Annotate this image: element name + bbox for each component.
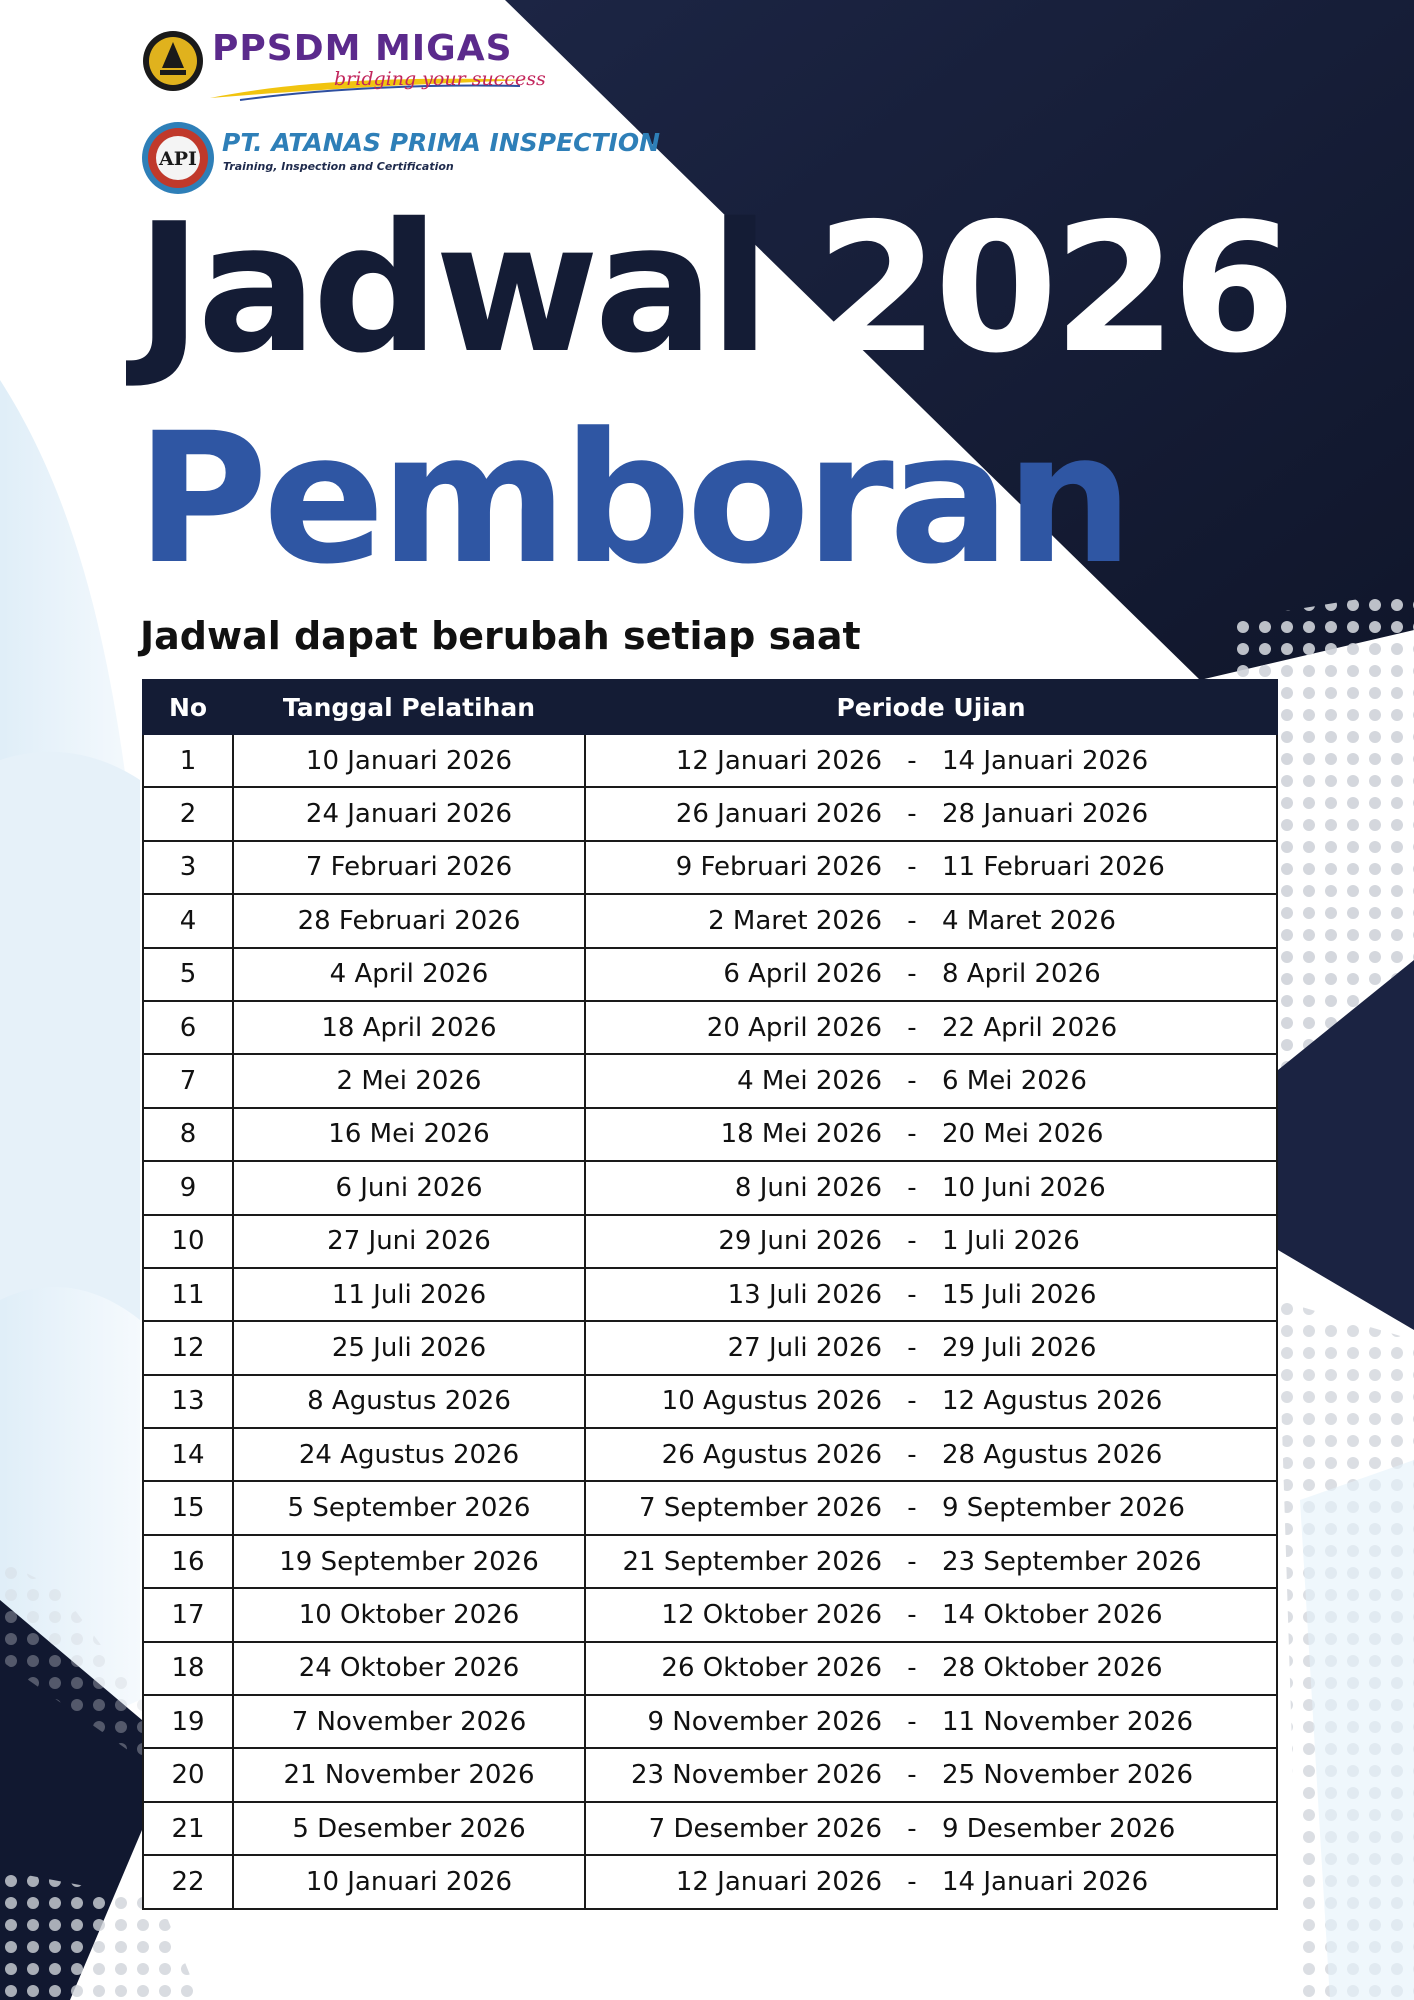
cell-periode-ujian (585, 1161, 1277, 1214)
table-row (143, 1108, 1277, 1161)
cell-periode-ujian (585, 894, 1277, 947)
table-header-row (143, 680, 1277, 734)
periode-separator: - (907, 745, 917, 776)
periode-end: 6 Mei 2026 (942, 1066, 1087, 1097)
api-company-name: PT. ATANAS PRIMA INSPECTION (222, 128, 661, 157)
table-row (143, 787, 1277, 840)
cell-tanggal-pelatihan: 6 Juni 2026 (233, 1161, 585, 1214)
ppsdm-tagline: bridging your success (334, 68, 546, 90)
api-badge-text: API (159, 148, 197, 170)
periode-start: 13 Juli 2026 (727, 1279, 882, 1310)
title-word-year: 2026 (815, 185, 1291, 392)
table-row (143, 1588, 1277, 1641)
periode-end: 10 Juni 2026 (942, 1172, 1106, 1203)
periode-end: 12 Agustus 2026 (942, 1386, 1163, 1417)
periode-separator: - (907, 799, 917, 830)
periode-end: 14 Januari 2026 (942, 1866, 1149, 1897)
cell-tanggal-pelatihan: 10 Oktober 2026 (233, 1588, 585, 1641)
cell-tanggal-pelatihan: 8 Agustus 2026 (233, 1375, 585, 1428)
cell-tanggal-pelatihan: 10 Januari 2026 (233, 1855, 585, 1908)
cell-no: 14 (143, 1428, 233, 1481)
periode-separator: - (907, 1066, 917, 1097)
periode-end: 8 April 2026 (942, 959, 1101, 990)
cell-periode-ujian (585, 948, 1277, 1001)
cell-periode-ujian (585, 1215, 1277, 1268)
periode-start: 29 Juni 2026 (718, 1226, 882, 1257)
cell-periode-ujian (585, 1428, 1277, 1481)
table-row (143, 1802, 1277, 1855)
table-row (143, 841, 1277, 894)
cell-periode-ujian (585, 1108, 1277, 1161)
cell-no: 21 (143, 1802, 233, 1855)
cell-no: 22 (143, 1855, 233, 1908)
periode-end: 28 Agustus 2026 (942, 1439, 1163, 1470)
cell-no: 9 (143, 1161, 233, 1214)
table-row (143, 1695, 1277, 1748)
table-row (143, 1855, 1277, 1908)
cell-tanggal-pelatihan: 24 Agustus 2026 (233, 1428, 585, 1481)
periode-end: 23 September 2026 (942, 1546, 1202, 1577)
periode-end: 11 November 2026 (942, 1706, 1194, 1737)
table-row (143, 1428, 1277, 1481)
schedule-note: Jadwal dapat berubah setiap saat (140, 614, 861, 658)
table-row (143, 734, 1277, 787)
periode-separator: - (907, 1172, 917, 1203)
periode-separator: - (907, 1119, 917, 1150)
table-row (143, 1748, 1277, 1801)
cell-tanggal-pelatihan: 10 Januari 2026 (233, 734, 585, 787)
periode-separator: - (907, 1760, 917, 1791)
periode-start: 12 Januari 2026 (675, 745, 882, 776)
periode-separator: - (907, 905, 917, 936)
periode-separator: - (907, 1012, 917, 1043)
cell-periode-ujian (585, 1481, 1277, 1534)
cell-periode-ujian (585, 1855, 1277, 1908)
periode-start: 26 Agustus 2026 (661, 1439, 882, 1470)
ppsdm-emblem-icon (140, 28, 206, 94)
cell-tanggal-pelatihan: 4 April 2026 (233, 948, 585, 1001)
cell-periode-ujian (585, 1642, 1277, 1695)
cell-no: 16 (143, 1535, 233, 1588)
periode-start: 26 Oktober 2026 (661, 1653, 882, 1684)
cell-no: 20 (143, 1748, 233, 1801)
table-row (143, 1268, 1277, 1321)
schedule-table (142, 679, 1278, 1910)
ppsdm-name: PPSDM MIGAS (212, 28, 513, 69)
periode-start: 26 Januari 2026 (675, 799, 882, 830)
cell-periode-ujian (585, 1321, 1277, 1374)
cell-no: 19 (143, 1695, 233, 1748)
cell-no: 13 (143, 1375, 233, 1428)
periode-end: 9 September 2026 (942, 1493, 1185, 1524)
periode-start: 21 September 2026 (622, 1546, 882, 1577)
cell-periode-ujian (585, 1748, 1277, 1801)
periode-end: 20 Mei 2026 (942, 1119, 1104, 1150)
cell-tanggal-pelatihan: 19 September 2026 (233, 1535, 585, 1588)
table-row (143, 1321, 1277, 1374)
periode-end: 28 Januari 2026 (942, 799, 1149, 830)
periode-separator: - (907, 1226, 917, 1257)
periode-start: 4 Mei 2026 (737, 1066, 882, 1097)
ppsdm-migas-logo (140, 28, 546, 98)
periode-end: 15 Juli 2026 (942, 1279, 1097, 1310)
cell-periode-ujian (585, 1802, 1277, 1855)
table-body (143, 734, 1277, 1909)
cell-periode-ujian (585, 1054, 1277, 1107)
cell-periode-ujian (585, 1375, 1277, 1428)
cell-periode-ujian (585, 1268, 1277, 1321)
periode-end: 11 Februari 2026 (942, 852, 1165, 883)
header-no: No (143, 680, 233, 734)
periode-start: 27 Juli 2026 (727, 1332, 882, 1363)
periode-separator: - (907, 1813, 917, 1844)
periode-end: 22 April 2026 (942, 1012, 1118, 1043)
header-tanggal: Tanggal Pelatihan (233, 680, 585, 734)
periode-end: 25 November 2026 (942, 1760, 1194, 1791)
periode-separator: - (907, 1279, 917, 1310)
cell-periode-ujian (585, 787, 1277, 840)
periode-end: 1 Juli 2026 (942, 1226, 1080, 1257)
table-row (143, 1161, 1277, 1214)
cell-tanggal-pelatihan: 5 Desember 2026 (233, 1802, 585, 1855)
table-row (143, 1001, 1277, 1054)
cell-no: 15 (143, 1481, 233, 1534)
cell-no: 7 (143, 1054, 233, 1107)
cell-periode-ujian (585, 1695, 1277, 1748)
periode-start: 9 Februari 2026 (675, 852, 882, 883)
periode-start: 2 Maret 2026 (708, 905, 882, 936)
cell-tanggal-pelatihan: 24 Januari 2026 (233, 787, 585, 840)
periode-start: 10 Agustus 2026 (661, 1386, 882, 1417)
cell-no: 10 (143, 1215, 233, 1268)
cell-tanggal-pelatihan: 5 September 2026 (233, 1481, 585, 1534)
cell-tanggal-pelatihan: 7 Februari 2026 (233, 841, 585, 894)
table-row (143, 1054, 1277, 1107)
periode-separator: - (907, 1546, 917, 1577)
cell-tanggal-pelatihan: 27 Juni 2026 (233, 1215, 585, 1268)
periode-start: 7 September 2026 (639, 1493, 882, 1524)
periode-end: 29 Juli 2026 (942, 1332, 1097, 1363)
cell-no: 2 (143, 787, 233, 840)
periode-separator: - (907, 1599, 917, 1630)
cell-no: 18 (143, 1642, 233, 1695)
periode-start: 9 November 2026 (647, 1706, 882, 1737)
periode-start: 12 Oktober 2026 (661, 1599, 882, 1630)
cell-no: 4 (143, 894, 233, 947)
cell-tanggal-pelatihan: 18 April 2026 (233, 1001, 585, 1054)
page-title (136, 185, 1291, 392)
periode-start: 12 Januari 2026 (675, 1866, 882, 1897)
table-row (143, 1215, 1277, 1268)
header-periode: Periode Ujian (585, 680, 1277, 734)
cell-tanggal-pelatihan: 21 November 2026 (233, 1748, 585, 1801)
periode-start: 6 April 2026 (723, 959, 882, 990)
table-row (143, 1375, 1277, 1428)
periode-separator: - (907, 1493, 917, 1524)
periode-separator: - (907, 959, 917, 990)
table-row (143, 1481, 1277, 1534)
cell-tanggal-pelatihan: 11 Juli 2026 (233, 1268, 585, 1321)
cell-tanggal-pelatihan: 24 Oktober 2026 (233, 1642, 585, 1695)
periode-separator: - (907, 1439, 917, 1470)
periode-end: 14 Oktober 2026 (942, 1599, 1163, 1630)
table-row (143, 1642, 1277, 1695)
page-subtitle: Pemboran (136, 395, 1129, 604)
cell-no: 5 (143, 948, 233, 1001)
cell-tanggal-pelatihan: 25 Juli 2026 (233, 1321, 585, 1374)
cell-no: 6 (143, 1001, 233, 1054)
cell-periode-ujian (585, 841, 1277, 894)
cell-no: 8 (143, 1108, 233, 1161)
cell-periode-ujian (585, 1001, 1277, 1054)
periode-end: 4 Maret 2026 (942, 905, 1116, 936)
cell-periode-ujian (585, 1535, 1277, 1588)
api-company-subtitle: Training, Inspection and Certification (223, 160, 454, 173)
periode-start: 18 Mei 2026 (720, 1119, 882, 1150)
periode-end: 28 Oktober 2026 (942, 1653, 1163, 1684)
title-word-jadwal: Jadwal (136, 185, 766, 392)
cell-no: 3 (143, 841, 233, 894)
cell-tanggal-pelatihan: 2 Mei 2026 (233, 1054, 585, 1107)
periode-separator: - (907, 1386, 917, 1417)
cell-no: 12 (143, 1321, 233, 1374)
periode-separator: - (907, 852, 917, 883)
cell-periode-ujian (585, 1588, 1277, 1641)
cell-no: 11 (143, 1268, 233, 1321)
periode-separator: - (907, 1706, 917, 1737)
cell-tanggal-pelatihan: 28 Februari 2026 (233, 894, 585, 947)
cell-no: 1 (143, 734, 233, 787)
periode-separator: - (907, 1332, 917, 1363)
periode-separator: - (907, 1866, 917, 1897)
table-row (143, 1535, 1277, 1588)
periode-start: 23 November 2026 (630, 1760, 882, 1791)
cell-periode-ujian (585, 734, 1277, 787)
periode-start: 8 Juni 2026 (734, 1172, 882, 1203)
periode-end: 9 Desember 2026 (942, 1813, 1176, 1844)
periode-end: 14 Januari 2026 (942, 745, 1149, 776)
cell-tanggal-pelatihan: 16 Mei 2026 (233, 1108, 585, 1161)
periode-separator: - (907, 1653, 917, 1684)
cell-tanggal-pelatihan: 7 November 2026 (233, 1695, 585, 1748)
periode-start: 20 April 2026 (706, 1012, 882, 1043)
table-row (143, 948, 1277, 1001)
periode-start: 7 Desember 2026 (648, 1813, 882, 1844)
cell-no: 17 (143, 1588, 233, 1641)
table-row (143, 894, 1277, 947)
